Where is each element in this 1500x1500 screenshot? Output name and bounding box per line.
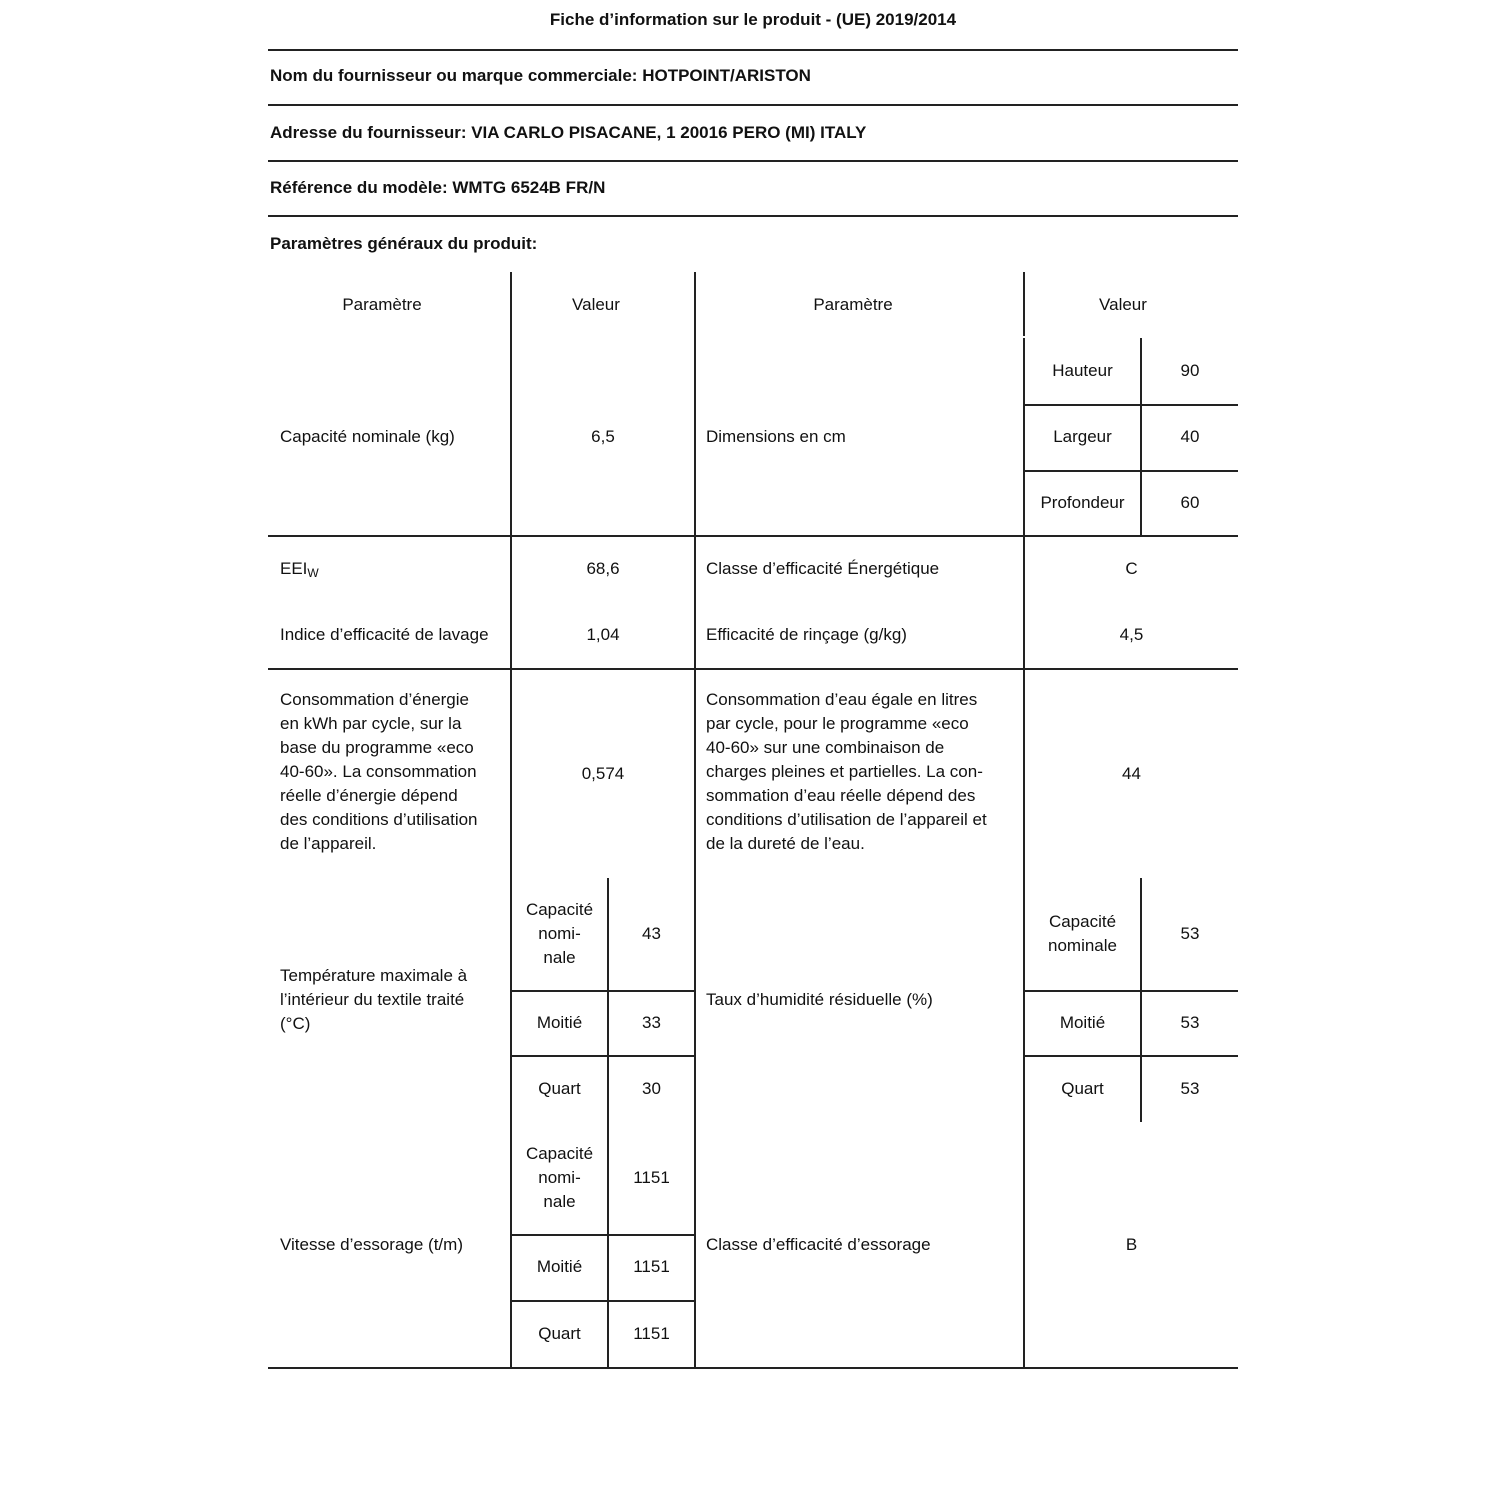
temp-quarter-label: Quart bbox=[538, 1078, 581, 1098]
eei-value: 68,6 bbox=[586, 559, 620, 578]
model-reference: Référence du modèle: WMTG 6524B FR/N bbox=[270, 178, 606, 197]
supplier-name: Nom du fournisseur ou marque commerciale: HOTPOINT/ARISTON bbox=[270, 66, 811, 85]
header-parametre-right: Paramètre bbox=[813, 295, 893, 314]
spin-nominal-line: Capacité bbox=[525, 1144, 594, 1163]
energy-consumption-line: réelle d’énergie dépend bbox=[280, 786, 458, 805]
temp-half-label: Moitié bbox=[536, 1012, 583, 1032]
energy-consumption-line: des conditions d’utilisation bbox=[280, 810, 478, 829]
temp-nominal-line: nomi- bbox=[538, 924, 581, 943]
eei-text: EEI bbox=[280, 559, 308, 578]
product-parameters-table bbox=[268, 272, 1238, 1369]
spin-class-value: B bbox=[1125, 1234, 1138, 1254]
temp-nominal-value: 43 bbox=[642, 924, 661, 943]
width-value: 40 bbox=[1180, 427, 1200, 446]
temp-quarter-value: 30 bbox=[642, 1078, 661, 1098]
energy-class-label: Classe d’efficacité Énergétique bbox=[706, 559, 940, 578]
rinse-label: Efficacité de rinçage (g/kg) bbox=[706, 625, 907, 644]
divider bbox=[268, 160, 1238, 162]
rinse-value: 4,5 bbox=[1119, 625, 1144, 644]
divider bbox=[268, 215, 1238, 217]
dimensions-label: Dimensions en cm bbox=[706, 426, 846, 446]
temp-nominal-label bbox=[512, 878, 607, 990]
temperature-label bbox=[268, 878, 510, 1122]
divider bbox=[268, 49, 1238, 51]
capacity-value: 6,5 bbox=[591, 426, 615, 446]
hum-quarter-value: 53 bbox=[1180, 1078, 1200, 1098]
energy-consumption-label bbox=[268, 670, 510, 878]
header-parametre-left: Paramètre bbox=[342, 295, 422, 314]
header-valeur-left: Valeur bbox=[572, 295, 620, 314]
wash-index-value: 1,04 bbox=[586, 625, 620, 644]
water-consumption-line: par cycle, pour le programme «eco bbox=[706, 714, 969, 733]
hum-quarter-label: Quart bbox=[1061, 1078, 1104, 1098]
spin-nominal-line: nale bbox=[543, 1192, 576, 1211]
temperature-label-line: Température maximale à bbox=[280, 966, 468, 985]
divider bbox=[268, 104, 1238, 106]
water-consumption-line: sommation d’eau réelle dépend des bbox=[706, 786, 976, 805]
water-consumption-line: charges pleines et partielles. La con- bbox=[706, 762, 983, 781]
supplier-address: Adresse du fournisseur: VIA CARLO PISACANE, 1 20016 PERO (MI) ITALY bbox=[270, 123, 867, 142]
params-heading: Paramètres généraux du produit: bbox=[270, 234, 538, 253]
energy-consumption-line: 40-60». La consommation bbox=[280, 762, 477, 781]
row-divider bbox=[268, 1367, 1238, 1369]
spin-nominal-label bbox=[512, 1122, 607, 1234]
temperature-label-line: (°C) bbox=[280, 1014, 311, 1033]
spin-half-label: Moitié bbox=[536, 1257, 583, 1276]
capacity-label: Capacité nominale (kg) bbox=[280, 426, 455, 446]
water-consumption-value: 44 bbox=[1122, 764, 1141, 783]
eei-label bbox=[268, 536, 510, 602]
hum-half-label: Moitié bbox=[1059, 1012, 1106, 1032]
temp-half-value: 33 bbox=[642, 1012, 661, 1032]
depth-value: 60 bbox=[1180, 493, 1200, 512]
water-consumption-line: conditions d’utilisation de l’appareil et bbox=[706, 810, 987, 829]
energy-consumption-value: 0,574 bbox=[581, 764, 625, 783]
eei-subscript: W bbox=[307, 566, 319, 580]
energy-class-value: C bbox=[1125, 559, 1138, 578]
depth-label: Profondeur bbox=[1040, 493, 1125, 512]
header-valeur-right: Valeur bbox=[1099, 295, 1147, 314]
spin-nominal-line: nomi- bbox=[538, 1168, 581, 1187]
hum-half-value: 53 bbox=[1180, 1012, 1200, 1032]
energy-consumption-line: base du programme «eco bbox=[280, 738, 474, 757]
water-consumption-label bbox=[694, 670, 1023, 878]
spin-quarter-value: 1151 bbox=[633, 1323, 670, 1343]
spin-class-label: Classe d’efficacité d’essorage bbox=[706, 1234, 931, 1254]
hum-nominal-value: 53 bbox=[1180, 924, 1200, 943]
spin-quarter-label: Quart bbox=[538, 1323, 581, 1343]
temp-nominal-line: Capacité bbox=[525, 900, 594, 919]
wash-index-label: Indice d’efficacité de lavage bbox=[280, 625, 489, 644]
document-title: Fiche d’information sur le produit - (UE) 2019/2014 bbox=[549, 10, 957, 29]
energy-consumption-line: Consommation d’énergie bbox=[280, 690, 469, 709]
water-consumption-line: Consommation d’eau égale en litres bbox=[706, 690, 978, 709]
spin-nominal-value: 1151 bbox=[633, 1168, 670, 1187]
height-value: 90 bbox=[1180, 361, 1200, 380]
width-label: Largeur bbox=[1053, 427, 1112, 446]
temp-nominal-line: nale bbox=[543, 948, 576, 967]
water-consumption-line: 40-60» sur une combinaison de bbox=[706, 738, 945, 757]
hum-nominal-label bbox=[1025, 878, 1140, 990]
hum-nominal-line: Capacité bbox=[1048, 912, 1117, 931]
humidity-label: Taux d’humidité résiduelle (%) bbox=[706, 990, 933, 1009]
spin-half-value: 1151 bbox=[633, 1257, 670, 1276]
energy-consumption-line: en kWh par cycle, sur la bbox=[280, 714, 462, 733]
hum-nominal-line: nominale bbox=[1048, 936, 1117, 955]
water-consumption-line: de la dureté de l’eau. bbox=[706, 834, 865, 853]
energy-consumption-line: de l’appareil. bbox=[280, 834, 377, 853]
height-label: Hauteur bbox=[1052, 361, 1113, 380]
temperature-label-line: l’intérieur du textile traité bbox=[280, 990, 465, 1009]
spin-speed-label: Vitesse d’essorage (t/m) bbox=[280, 1234, 463, 1254]
